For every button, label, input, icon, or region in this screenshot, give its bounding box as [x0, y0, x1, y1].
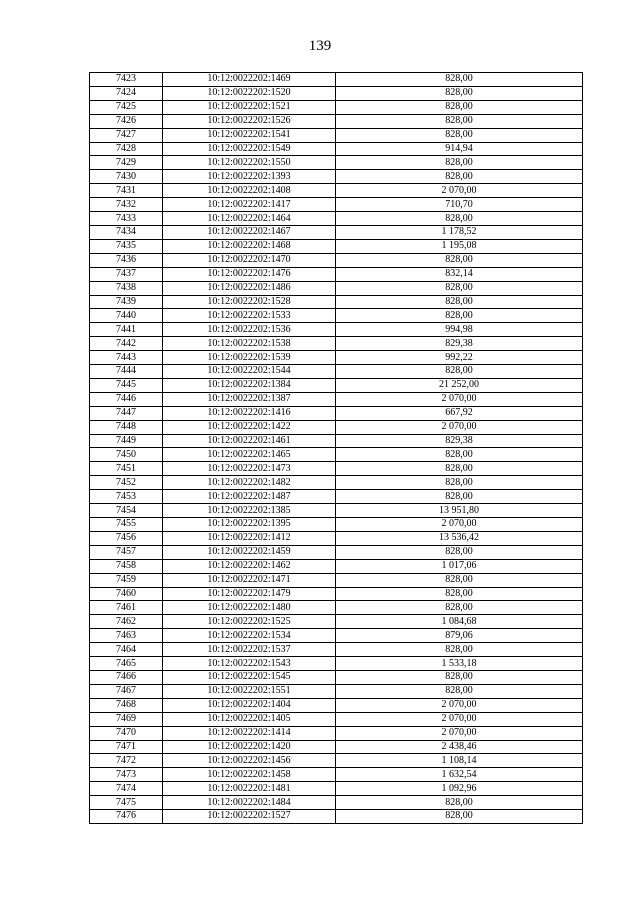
cadastral-number-cell: 10:12:0022202:1545 [163, 670, 336, 684]
row-number-cell: 7461 [90, 601, 163, 615]
table-row [90, 531, 583, 545]
table-row [90, 754, 583, 768]
row-number-cell: 7452 [90, 476, 163, 490]
amount-cell: 1 084,68 [336, 615, 583, 629]
row-number-cell: 7440 [90, 309, 163, 323]
amount-cell: 828,00 [336, 810, 583, 824]
cadastral-number-cell: 10:12:0022202:1538 [163, 337, 336, 351]
row-number-cell: 7425 [90, 100, 163, 114]
cadastral-number-cell: 10:12:0022202:1414 [163, 726, 336, 740]
row-number-cell: 7428 [90, 142, 163, 156]
amount-cell: 828,00 [336, 670, 583, 684]
cadastral-number-cell: 10:12:0022202:1480 [163, 601, 336, 615]
row-number-cell: 7429 [90, 156, 163, 170]
amount-cell: 828,00 [336, 212, 583, 226]
cadastral-number-cell: 10:12:0022202:1467 [163, 225, 336, 239]
amount-cell: 1 017,06 [336, 559, 583, 573]
cadastral-number-cell: 10:12:0022202:1412 [163, 531, 336, 545]
row-number-cell: 7432 [90, 198, 163, 212]
row-number-cell: 7447 [90, 406, 163, 420]
registry-table [89, 72, 583, 824]
amount-cell: 1 195,08 [336, 239, 583, 253]
table-row [90, 670, 583, 684]
amount-cell: 2 438,46 [336, 740, 583, 754]
cadastral-number-cell: 10:12:0022202:1458 [163, 768, 336, 782]
cadastral-number-cell: 10:12:0022202:1482 [163, 476, 336, 490]
cadastral-number-cell: 10:12:0022202:1473 [163, 462, 336, 476]
amount-cell: 992,22 [336, 351, 583, 365]
table-row [90, 392, 583, 406]
amount-cell: 828,00 [336, 476, 583, 490]
cadastral-number-cell: 10:12:0022202:1422 [163, 420, 336, 434]
table-row [90, 684, 583, 698]
row-number-cell: 7443 [90, 351, 163, 365]
row-number-cell: 7456 [90, 531, 163, 545]
amount-cell: 667,92 [336, 406, 583, 420]
cadastral-number-cell: 10:12:0022202:1468 [163, 239, 336, 253]
row-number-cell: 7458 [90, 559, 163, 573]
amount-cell: 828,00 [336, 73, 583, 87]
row-number-cell: 7451 [90, 462, 163, 476]
cadastral-number-cell: 10:12:0022202:1384 [163, 378, 336, 392]
row-number-cell: 7424 [90, 86, 163, 100]
amount-cell: 828,00 [336, 684, 583, 698]
cadastral-number-cell: 10:12:0022202:1520 [163, 86, 336, 100]
table-row [90, 726, 583, 740]
amount-cell: 710,70 [336, 198, 583, 212]
amount-cell: 2 070,00 [336, 712, 583, 726]
row-number-cell: 7448 [90, 420, 163, 434]
cadastral-number-cell: 10:12:0022202:1533 [163, 309, 336, 323]
table-row [90, 309, 583, 323]
cadastral-number-cell: 10:12:0022202:1459 [163, 545, 336, 559]
amount-cell: 2 070,00 [336, 726, 583, 740]
table-row [90, 100, 583, 114]
row-number-cell: 7470 [90, 726, 163, 740]
row-number-cell: 7454 [90, 504, 163, 518]
row-number-cell: 7464 [90, 643, 163, 657]
amount-cell: 2 070,00 [336, 420, 583, 434]
row-number-cell: 7426 [90, 114, 163, 128]
table-row [90, 114, 583, 128]
row-number-cell: 7463 [90, 629, 163, 643]
row-number-cell: 7455 [90, 518, 163, 532]
cadastral-number-cell: 10:12:0022202:1550 [163, 156, 336, 170]
row-number-cell: 7437 [90, 267, 163, 281]
cadastral-number-cell: 10:12:0022202:1462 [163, 559, 336, 573]
table-row [90, 156, 583, 170]
amount-cell: 828,00 [336, 309, 583, 323]
table-row [90, 184, 583, 198]
table-row [90, 73, 583, 87]
cadastral-number-cell: 10:12:0022202:1479 [163, 587, 336, 601]
amount-cell: 1 108,14 [336, 754, 583, 768]
table-row [90, 490, 583, 504]
amount-cell: 828,00 [336, 295, 583, 309]
amount-cell: 828,00 [336, 365, 583, 379]
cadastral-number-cell: 10:12:0022202:1416 [163, 406, 336, 420]
table-row [90, 629, 583, 643]
table-row [90, 225, 583, 239]
cadastral-number-cell: 10:12:0022202:1526 [163, 114, 336, 128]
cadastral-number-cell: 10:12:0022202:1404 [163, 698, 336, 712]
cadastral-number-cell: 10:12:0022202:1393 [163, 170, 336, 184]
table-row [90, 587, 583, 601]
row-number-cell: 7462 [90, 615, 163, 629]
row-number-cell: 7435 [90, 239, 163, 253]
amount-cell: 828,00 [336, 545, 583, 559]
table-row [90, 212, 583, 226]
cadastral-number-cell: 10:12:0022202:1470 [163, 253, 336, 267]
table-row [90, 712, 583, 726]
page-number: 139 [308, 38, 332, 54]
row-number-cell: 7476 [90, 810, 163, 824]
table-row [90, 365, 583, 379]
row-number-cell: 7459 [90, 573, 163, 587]
cadastral-number-cell: 10:12:0022202:1387 [163, 392, 336, 406]
table-row [90, 406, 583, 420]
amount-cell: 828,00 [336, 128, 583, 142]
cadastral-number-cell: 10:12:0022202:1536 [163, 323, 336, 337]
table-row [90, 295, 583, 309]
table-row [90, 810, 583, 824]
amount-cell: 828,00 [336, 587, 583, 601]
amount-cell: 914,94 [336, 142, 583, 156]
table-row [90, 351, 583, 365]
cadastral-number-cell: 10:12:0022202:1544 [163, 365, 336, 379]
amount-cell: 994,98 [336, 323, 583, 337]
cadastral-number-cell: 10:12:0022202:1395 [163, 518, 336, 532]
row-number-cell: 7433 [90, 212, 163, 226]
row-number-cell: 7427 [90, 128, 163, 142]
cadastral-number-cell: 10:12:0022202:1486 [163, 281, 336, 295]
row-number-cell: 7450 [90, 448, 163, 462]
cadastral-number-cell: 10:12:0022202:1528 [163, 295, 336, 309]
amount-cell: 2 070,00 [336, 518, 583, 532]
amount-cell: 828,00 [336, 170, 583, 184]
table-row [90, 142, 583, 156]
table-row [90, 253, 583, 267]
row-number-cell: 7434 [90, 225, 163, 239]
row-number-cell: 7441 [90, 323, 163, 337]
amount-cell: 828,00 [336, 114, 583, 128]
row-number-cell: 7444 [90, 365, 163, 379]
cadastral-number-cell: 10:12:0022202:1471 [163, 573, 336, 587]
amount-cell: 828,00 [336, 490, 583, 504]
amount-cell: 2 070,00 [336, 184, 583, 198]
cadastral-number-cell: 10:12:0022202:1487 [163, 490, 336, 504]
amount-cell: 828,00 [336, 796, 583, 810]
row-number-cell: 7469 [90, 712, 163, 726]
row-number-cell: 7468 [90, 698, 163, 712]
table-row [90, 559, 583, 573]
cadastral-number-cell: 10:12:0022202:1476 [163, 267, 336, 281]
table-row [90, 768, 583, 782]
cadastral-number-cell: 10:12:0022202:1537 [163, 643, 336, 657]
table-row [90, 504, 583, 518]
amount-cell: 828,00 [336, 156, 583, 170]
row-number-cell: 7457 [90, 545, 163, 559]
amount-cell: 1 092,96 [336, 782, 583, 796]
row-number-cell: 7438 [90, 281, 163, 295]
cadastral-number-cell: 10:12:0022202:1525 [163, 615, 336, 629]
row-number-cell: 7471 [90, 740, 163, 754]
row-number-cell: 7466 [90, 670, 163, 684]
row-number-cell: 7465 [90, 657, 163, 671]
table-row [90, 267, 583, 281]
cadastral-number-cell: 10:12:0022202:1469 [163, 73, 336, 87]
cadastral-number-cell: 10:12:0022202:1420 [163, 740, 336, 754]
row-number-cell: 7460 [90, 587, 163, 601]
table-row [90, 615, 583, 629]
amount-cell: 1 632,54 [336, 768, 583, 782]
amount-cell: 1 533,18 [336, 657, 583, 671]
table-row [90, 643, 583, 657]
amount-cell: 832,14 [336, 267, 583, 281]
cadastral-number-cell: 10:12:0022202:1456 [163, 754, 336, 768]
row-number-cell: 7431 [90, 184, 163, 198]
table-row [90, 698, 583, 712]
table-row [90, 601, 583, 615]
table-row [90, 170, 583, 184]
cadastral-number-cell: 10:12:0022202:1417 [163, 198, 336, 212]
table-row [90, 782, 583, 796]
amount-cell: 828,00 [336, 643, 583, 657]
amount-cell: 13 536,42 [336, 531, 583, 545]
row-number-cell: 7442 [90, 337, 163, 351]
row-number-cell: 7449 [90, 434, 163, 448]
amount-cell: 828,00 [336, 462, 583, 476]
table-row [90, 476, 583, 490]
cadastral-number-cell: 10:12:0022202:1543 [163, 657, 336, 671]
row-number-cell: 7473 [90, 768, 163, 782]
table-row [90, 198, 583, 212]
amount-cell: 829,38 [336, 434, 583, 448]
table-row [90, 239, 583, 253]
amount-cell: 13 951,80 [336, 504, 583, 518]
cadastral-number-cell: 10:12:0022202:1385 [163, 504, 336, 518]
row-number-cell: 7467 [90, 684, 163, 698]
table-row [90, 420, 583, 434]
amount-cell: 828,00 [336, 86, 583, 100]
row-number-cell: 7430 [90, 170, 163, 184]
amount-cell: 21 252,00 [336, 378, 583, 392]
cadastral-number-cell: 10:12:0022202:1408 [163, 184, 336, 198]
row-number-cell: 7445 [90, 378, 163, 392]
row-number-cell: 7423 [90, 73, 163, 87]
amount-cell: 2 070,00 [336, 698, 583, 712]
table-row [90, 573, 583, 587]
table-row [90, 545, 583, 559]
table-row [90, 281, 583, 295]
row-number-cell: 7453 [90, 490, 163, 504]
table-row [90, 657, 583, 671]
amount-cell: 828,00 [336, 281, 583, 295]
cadastral-number-cell: 10:12:0022202:1405 [163, 712, 336, 726]
amount-cell: 2 070,00 [336, 392, 583, 406]
cadastral-number-cell: 10:12:0022202:1541 [163, 128, 336, 142]
table-row [90, 462, 583, 476]
amount-cell: 829,38 [336, 337, 583, 351]
table-row [90, 378, 583, 392]
amount-cell: 828,00 [336, 253, 583, 267]
table-row [90, 128, 583, 142]
row-number-cell: 7474 [90, 782, 163, 796]
cadastral-number-cell: 10:12:0022202:1534 [163, 629, 336, 643]
amount-cell: 828,00 [336, 601, 583, 615]
cadastral-number-cell: 10:12:0022202:1484 [163, 796, 336, 810]
table-row [90, 337, 583, 351]
row-number-cell: 7439 [90, 295, 163, 309]
table-row [90, 448, 583, 462]
table-row [90, 86, 583, 100]
table-row [90, 796, 583, 810]
cadastral-number-cell: 10:12:0022202:1464 [163, 212, 336, 226]
table-row [90, 518, 583, 532]
amount-cell: 828,00 [336, 448, 583, 462]
cadastral-number-cell: 10:12:0022202:1551 [163, 684, 336, 698]
table-row [90, 323, 583, 337]
row-number-cell: 7436 [90, 253, 163, 267]
cadastral-number-cell: 10:12:0022202:1461 [163, 434, 336, 448]
row-number-cell: 7475 [90, 796, 163, 810]
cadastral-number-cell: 10:12:0022202:1549 [163, 142, 336, 156]
row-number-cell: 7472 [90, 754, 163, 768]
cadastral-number-cell: 10:12:0022202:1481 [163, 782, 336, 796]
cadastral-number-cell: 10:12:0022202:1521 [163, 100, 336, 114]
registry-table-body [90, 73, 583, 824]
cadastral-number-cell: 10:12:0022202:1527 [163, 810, 336, 824]
table-row [90, 434, 583, 448]
amount-cell: 879,06 [336, 629, 583, 643]
cadastral-number-cell: 10:12:0022202:1465 [163, 448, 336, 462]
amount-cell: 1 178,52 [336, 225, 583, 239]
cadastral-number-cell: 10:12:0022202:1539 [163, 351, 336, 365]
table-row [90, 740, 583, 754]
row-number-cell: 7446 [90, 392, 163, 406]
amount-cell: 828,00 [336, 573, 583, 587]
amount-cell: 828,00 [336, 100, 583, 114]
